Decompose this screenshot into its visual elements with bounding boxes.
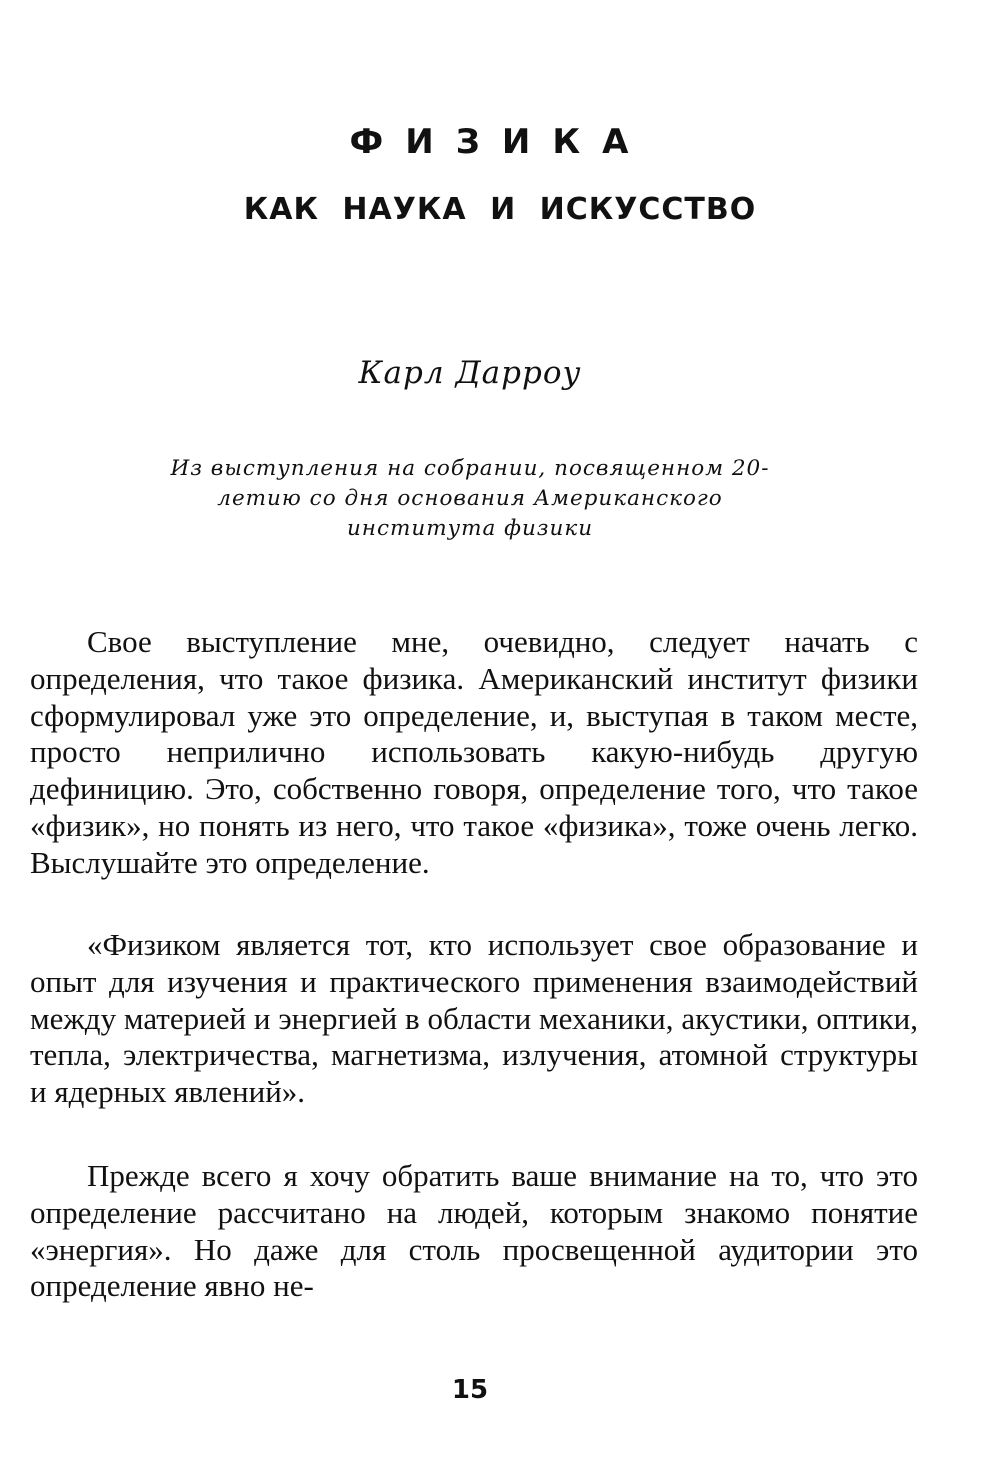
author-name: Карл Дарроу (358, 355, 582, 391)
paragraph-1: Свое выступление мне, очевидно, следует начать с определения, что такое физика. Американский институт физики сформулировал уже это определение, и, выступая в таком месте, просто неприлично использовать какую-нибудь другую дефиницию. Это, собственно говоря, определение того, что такое «физик», но понять из него, что такое «физика», тоже очень легко. Выслушайте это определение. (30, 624, 918, 880)
chapter-subtitle: КАК НАУКА И ИСКУССТВО (243, 192, 757, 227)
chapter-title: ФИЗИКА (349, 122, 651, 162)
paragraph-2: «Физиком является тот, кто использует свое образование и опыт для изучения и практического применения взаимодействий между материей и энергией в области механики, акустики, оптики, тепла, электричества, магнетизма, излучения, атомной структуры и ядерных явлений». (30, 927, 918, 1110)
epigraph: Из выступления на собрании, посвященном 20-летию со дня основания Американского института физики (170, 456, 770, 541)
paragraph-3: Прежде всего я хочу обратить ваше внимание на то, что это определение рассчитано на людей, которым знакомо понятие «энергия». Но даже для столь просвещенной аудитории это определение явно не- (30, 1158, 918, 1304)
page-number: 15 (451, 1375, 489, 1405)
